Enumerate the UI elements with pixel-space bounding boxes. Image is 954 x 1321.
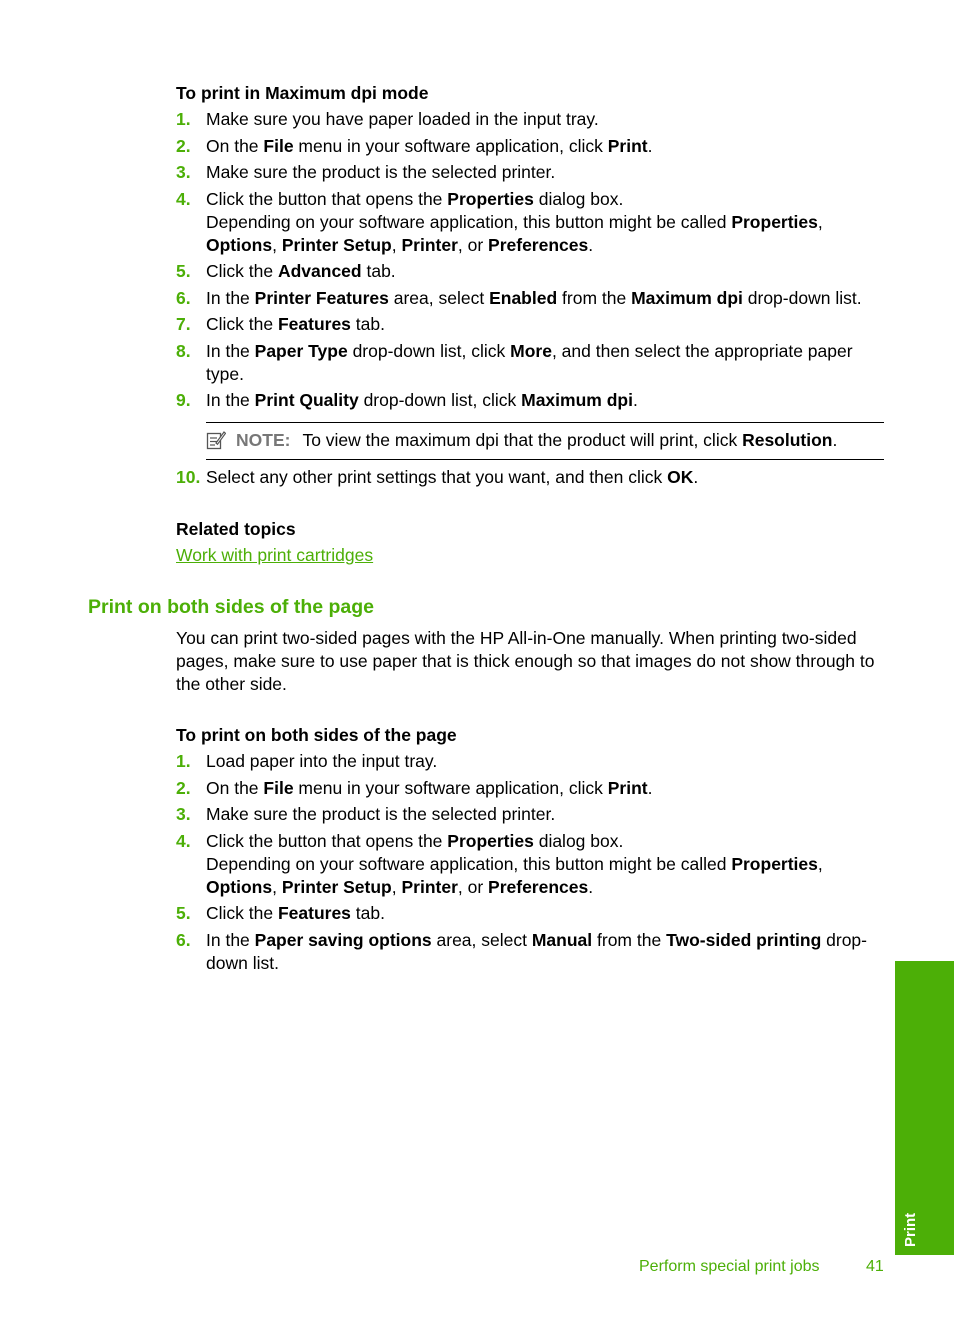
step-number: 4. [176, 188, 191, 209]
step-text: Click the button that opens the Properties dialog box. [206, 188, 624, 209]
page-number: 41 [866, 1258, 884, 1275]
footer-chapter: Perform special print jobs [639, 1258, 820, 1275]
step-text: Click the button that opens the Properties dialog box. [206, 830, 624, 851]
both-sides-step-2 [176, 777, 886, 800]
note-body: To view the maximum dpi that the product will print, click Resolution. [302, 430, 838, 450]
both-sides-step-3 [176, 803, 886, 826]
procedure-heading: To print in Maximum dpi mode [176, 83, 429, 103]
note-text [236, 429, 837, 452]
step-text: Select any other print settings that you want, and then click OK. [206, 467, 699, 487]
max-dpi-step-7 [176, 313, 886, 336]
side-tab-label: Print [902, 1212, 919, 1247]
max-dpi-step-4 [176, 188, 886, 257]
related-link-print-cartridges[interactable]: Work with print cartridges [176, 545, 374, 565]
max-dpi-final-step-1 [176, 466, 886, 489]
step-text: Click the Advanced tab. [206, 261, 396, 281]
step-text: Click the Features tab. [206, 903, 385, 923]
step-number: 3. [176, 804, 191, 824]
step-text: Load paper into the input tray. [206, 751, 438, 771]
step-number: 10. [176, 467, 201, 487]
step-text: In the Printer Features area, select Enabled from the Maximum dpi drop-down list. [206, 287, 862, 308]
step-number: 8. [176, 340, 191, 361]
step-number: 2. [176, 777, 191, 798]
step-subtext: Depending on your software application, this button might be called Properties, Options, Printer Setup, Printer, or Preferences. [206, 853, 823, 897]
note-box [206, 422, 884, 460]
steps-list-continued [176, 466, 886, 489]
max-dpi-step-5 [176, 260, 886, 283]
step-text: In the Print Quality drop-down list, click Maximum dpi. [206, 390, 638, 410]
section-max-dpi [176, 82, 886, 412]
section-both-sides [176, 627, 886, 696]
step-text: Make sure you have paper loaded in the input tray. [206, 109, 599, 129]
max-dpi-step-9 [176, 389, 886, 412]
max-dpi-step-8 [176, 340, 886, 386]
step-number: 4. [176, 830, 191, 851]
step-text: On the File menu in your software application, click Print. [206, 135, 653, 156]
max-dpi-step-3 [176, 161, 886, 184]
step-number: 5. [176, 903, 191, 923]
both-sides-step-1 [176, 750, 886, 773]
step-number: 5. [176, 261, 191, 281]
step-number: 3. [176, 162, 191, 182]
related-topics-heading: Related topics [176, 519, 296, 539]
step-text: On the File menu in your software application, click Print. [206, 777, 653, 798]
step-text: Make sure the product is the selected printer. [206, 162, 556, 182]
step-text: Click the Features tab. [206, 314, 385, 334]
both-sides-step-6 [176, 929, 886, 975]
max-dpi-step-1 [176, 108, 886, 131]
note-label: NOTE: [236, 430, 291, 450]
both-sides-step-5 [176, 902, 886, 925]
note-icon [206, 429, 226, 451]
procedure-both-sides [176, 724, 886, 975]
related-topics [176, 518, 886, 567]
step-text: In the Paper Type drop-down list, click More, and then select the appropriate paper type. [206, 340, 853, 384]
step-number: 2. [176, 135, 191, 156]
step-number: 6. [176, 287, 191, 308]
max-dpi-step-6 [176, 287, 886, 310]
max-dpi-step-2 [176, 135, 886, 158]
chapter-side-tab [895, 961, 954, 1255]
step-number: 1. [176, 109, 191, 129]
steps-list-2 [176, 750, 886, 975]
step-number: 9. [176, 390, 191, 410]
step-text: Make sure the product is the selected printer. [206, 804, 556, 824]
section-intro: You can print two-sided pages with the HP All-in-One manually. When printing two-sided pages, make sure to use paper that is thick enough so that images do not show through to the other side. [176, 628, 875, 694]
step-text: In the Paper saving options area, select Manual from the Two-sided printing drop-down list. [206, 929, 867, 973]
step-10-block [176, 466, 886, 489]
step-number: 6. [176, 929, 191, 950]
procedure-heading-2: To print on both sides of the page [176, 725, 457, 745]
step-number: 1. [176, 751, 191, 771]
section-title: Print on both sides of the page [88, 596, 375, 618]
step-subtext: Depending on your software application, this button might be called Properties, Options, Printer Setup, Printer, or Preferences. [206, 211, 823, 255]
steps-list [176, 108, 886, 412]
step-number: 7. [176, 314, 191, 334]
both-sides-step-4 [176, 830, 886, 899]
